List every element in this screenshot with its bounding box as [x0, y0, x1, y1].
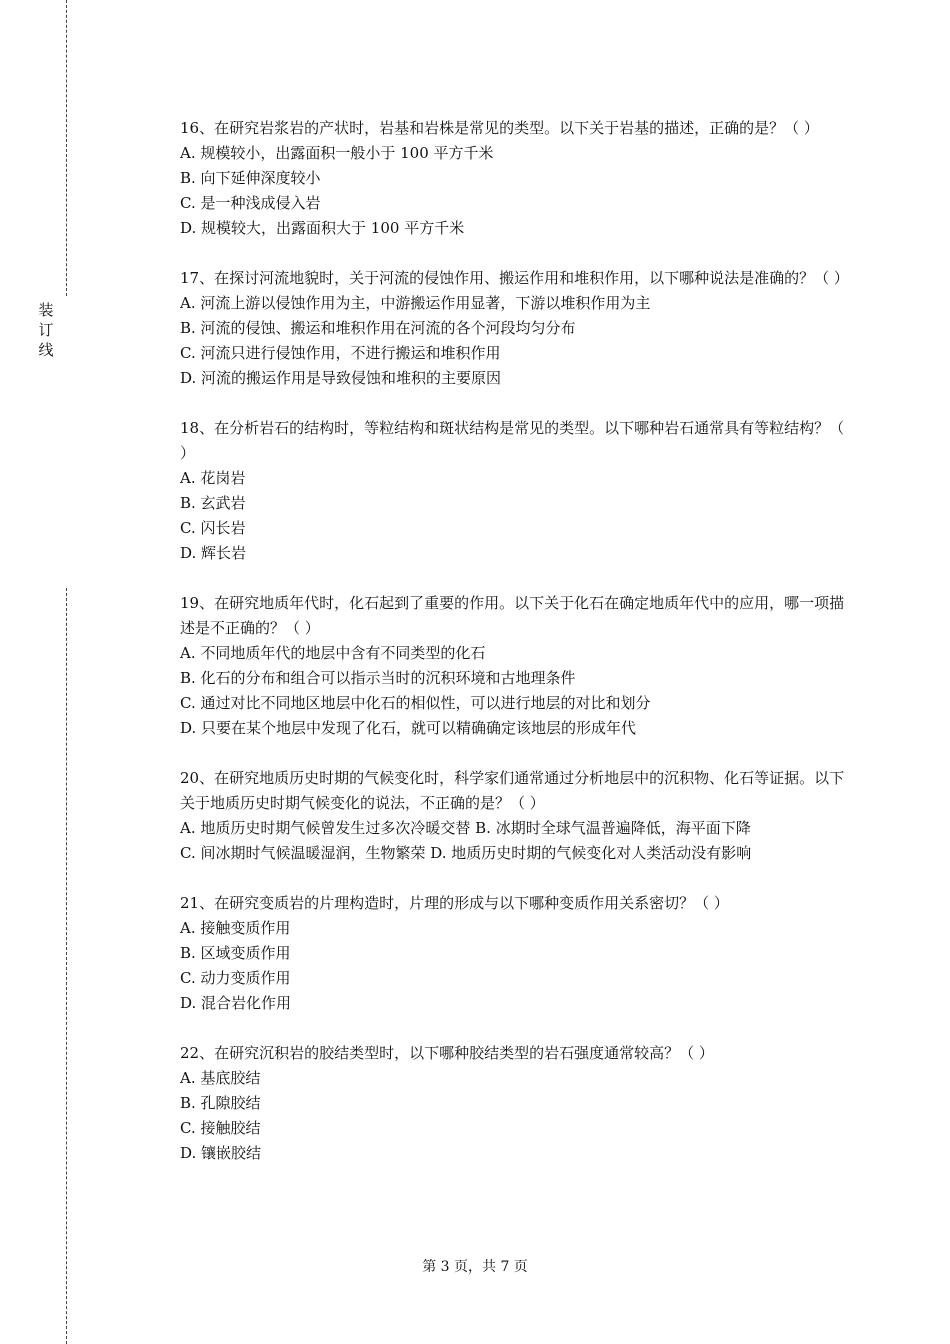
question-stem: 17、在探讨河流地貌时，关于河流的侵蚀作用、搬运作用和堆积作用，以下哪种说法是准确的？（ ）	[180, 269, 849, 287]
option-b: B. 玄武岩	[180, 494, 246, 512]
binding-char: 订	[38, 321, 54, 339]
option-row-ab: A. 地质历史时期气候曾发生过多次冷暖交替 B. 冰期时全球气温普遍降低，海平面下降	[180, 819, 751, 837]
option-b: B. 向下延伸深度较小	[180, 169, 321, 187]
page-number: 第 3 页，共 7 页	[422, 1259, 528, 1275]
option-a: A. 规模较小，出露面积一般小于 100 平方千米	[180, 144, 494, 162]
question-stem: 18、在分析岩石的结构时，等粒结构和斑状结构是常见的类型。以下哪种岩石通常具有等粒结构？（ ）	[180, 419, 845, 462]
option-a: A. 不同地质年代的地层中含有不同类型的化石	[180, 644, 486, 662]
question-list	[180, 116, 850, 1191]
question-21	[180, 891, 850, 1016]
binding-line-top	[66, 0, 67, 296]
option-c: C. 是一种浅成侵入岩	[180, 194, 321, 212]
binding-line-bottom	[66, 588, 67, 1344]
question-stem: 16、在研究岩浆岩的产状时，岩基和岩株是常见的类型。以下关于岩基的描述，正确的是？（ ）	[180, 119, 819, 137]
question-stem: 22、在研究沉积岩的胶结类型时，以下哪种胶结类型的岩石强度通常较高？（ ）	[180, 1044, 714, 1062]
option-c: C. 河流只进行侵蚀作用，不进行搬运和堆积作用	[180, 344, 501, 362]
option-a: A. 河流上游以侵蚀作用为主，中游搬运作用显著，下游以堆积作用为主	[180, 294, 651, 312]
binding-char: 线	[38, 341, 54, 359]
option-d: D. 辉长岩	[180, 544, 247, 562]
option-c: C. 通过对比不同地区地层中化石的相似性，可以进行地层的对比和划分	[180, 694, 651, 712]
option-d: D. 混合岩化作用	[180, 994, 292, 1012]
option-d: D. 镶嵌胶结	[180, 1144, 262, 1162]
option-c: C. 闪长岩	[180, 519, 246, 537]
option-b: B. 孔隙胶结	[180, 1094, 261, 1112]
option-c: C. 接触胶结	[180, 1119, 261, 1137]
binding-char: 装	[38, 301, 54, 319]
question-17	[180, 266, 850, 391]
question-22	[180, 1041, 850, 1166]
question-19	[180, 591, 850, 741]
option-a: A. 基底胶结	[180, 1069, 261, 1087]
question-16	[180, 116, 850, 241]
option-a: A. 接触变质作用	[180, 919, 291, 937]
question-stem: 21、在研究变质岩的片理构造时，片理的形成与以下哪种变质作用关系密切？（ ）	[180, 894, 729, 912]
question-18	[180, 416, 850, 566]
option-b: B. 河流的侵蚀、搬运和堆积作用在河流的各个河段均匀分布	[180, 319, 576, 337]
option-d: D. 河流的搬运作用是导致侵蚀和堆积的主要原因	[180, 369, 502, 387]
option-a: A. 花岗岩	[180, 469, 246, 487]
question-stem: 20、在研究地质历史时期的气候变化时，科学家们通常通过分析地层中的沉积物、化石等证据。以下关于地质历史时期气候变化的说法，不正确的是？（ ）	[180, 769, 845, 812]
option-d: D. 规模较大，出露面积大于 100 平方千米	[180, 219, 465, 237]
option-b: B. 化石的分布和组合可以指示当时的沉积环境和古地理条件	[180, 669, 576, 687]
option-c: C. 动力变质作用	[180, 969, 291, 987]
question-stem: 19、在研究地质年代时，化石起到了重要的作用。以下关于化石在确定地质年代中的应用，哪一项描述是不正确的？（ ）	[180, 594, 845, 637]
option-d: D. 只要在某个地层中发现了化石，就可以精确确定该地层的形成年代	[180, 719, 637, 737]
binding-label	[36, 300, 56, 360]
binding-margin	[36, 0, 96, 1344]
option-row-cd: C. 间冰期时气候温暖湿润，生物繁荣 D. 地质历史时期的气候变化对人类活动没有影响	[180, 844, 752, 862]
question-20	[180, 766, 850, 866]
option-b: B. 区域变质作用	[180, 944, 291, 962]
